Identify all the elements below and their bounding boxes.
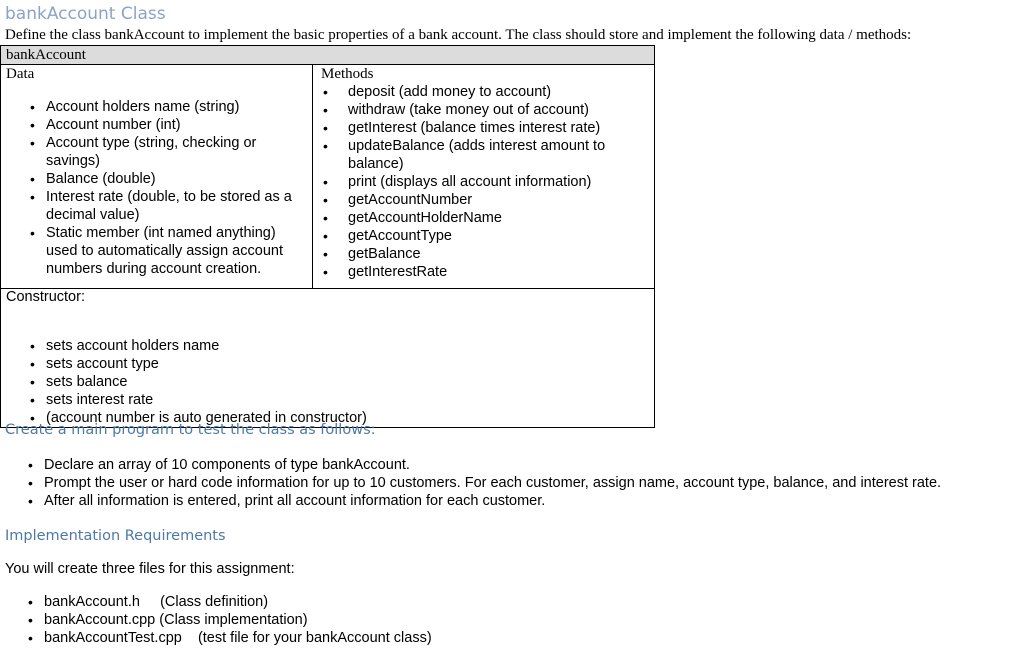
list-item: • bankAccount.cpp (Class implementation): [0, 611, 432, 629]
list-item: • getInterest (balance times interest rate): [313, 119, 654, 137]
list-item: • bankAccountTest.cpp (test file for your bankAccount class): [0, 629, 432, 647]
list-item: • sets interest rate: [1, 391, 654, 409]
constructor-label: Constructor:: [6, 289, 85, 305]
methods-label: Methods: [321, 66, 374, 82]
list-item: • getInterestRate: [313, 263, 654, 281]
list-item: • getAccountType: [313, 227, 654, 245]
constructor-cell: [1, 289, 655, 428]
list-item: • Prompt the user or hard code information for up to 10 customers. For each customer, assign name, account type, balance, and interest rate.: [0, 474, 1018, 492]
list-item: • sets account holders name: [1, 337, 654, 355]
list-item: • (account number is auto generated in constructor): [1, 409, 654, 427]
data-cell: [1, 65, 313, 289]
list-item: • sets account type: [1, 355, 654, 373]
implementation-heading: Implementation Requirements: [5, 528, 226, 544]
class-spec-table: [0, 45, 655, 428]
list-item: • sets balance: [1, 373, 654, 391]
list-item: • Account holders name (string): [1, 98, 312, 116]
list-item: • Static member (int named anything) used to automatically assign account numbers during account creation.: [1, 224, 312, 278]
main-program-list: [0, 456, 1018, 510]
table-header: bankAccount: [1, 46, 655, 65]
list-item: • Interest rate (double, to be stored as a decimal value): [1, 188, 312, 224]
list-item: • withdraw (take money out of account): [313, 101, 654, 119]
list-item: • updateBalance (adds interest amount to balance): [313, 137, 654, 173]
list-item: • getBalance: [313, 245, 654, 263]
implementation-text: You will create three files for this assignment:: [5, 561, 295, 577]
list-item: • print (displays all account information): [313, 173, 654, 191]
list-item: • bankAccount.h (Class definition): [0, 593, 432, 611]
methods-list: [313, 83, 654, 288]
data-list: [1, 98, 312, 278]
list-item: • After all information is entered, print all account information for each customer.: [0, 492, 1018, 510]
list-item: • getAccountNumber: [313, 191, 654, 209]
data-label: Data: [6, 66, 35, 82]
constructor-list: [1, 337, 654, 427]
list-item: • Declare an array of 10 components of type bankAccount.: [0, 456, 1018, 474]
list-item: • getAccountHolderName: [313, 209, 654, 227]
methods-cell: [313, 65, 655, 289]
main-program-heading: Create a main program to test the class as follows:: [5, 422, 376, 438]
list-item: • deposit (add money to account): [313, 83, 654, 101]
intro-text: Define the class bankAccount to implement the basic properties of a bank account. The class should store and implement the following data / methods:: [5, 27, 912, 43]
files-list: [0, 593, 432, 647]
list-item: • Balance (double): [1, 170, 312, 188]
list-item: • Account type (string, checking or savings): [1, 134, 312, 170]
page-title: bankAccount Class: [5, 4, 166, 24]
list-item: • Account number (int): [1, 116, 312, 134]
